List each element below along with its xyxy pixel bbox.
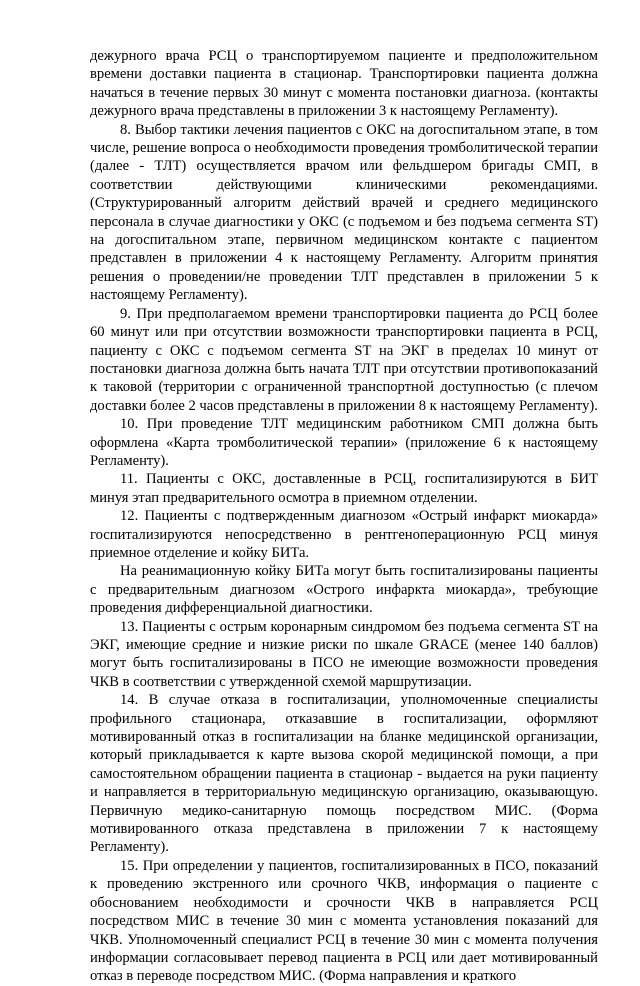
paragraph-12: 12. Пациенты с подтвержденным диагнозом «Острый инфаркт миокарда» госпитализируются непосредственно в рентгеноперационную РСЦ минуя приемное отделение и койку БИТа.: [90, 508, 598, 561]
paragraph-9: 9. При предполагаемом времени транспортировки пациента до РСЦ более 60 минут или при отсутствии возможности транспортировки пациента в РСЦ, пациенту с ОКС с подъемом сегмента ST на ЭКГ в пределах 10 минут от постановки диагноза должна быть начата ТЛТ при отсутствии противопоказаний к таковой (территории с ограниченной транспортной доступностью (с плечом доставки более 2 часов представлены в приложении 8 к настоящему Регламенту).: [90, 305, 598, 414]
paragraph-10: 10. При проведение ТЛТ медицинским работником СМП должна быть оформлена «Карта тромболитической терапии» (приложение 6 к настоящему Регламенту).: [90, 416, 598, 469]
paragraph-8: 8. Выбор тактики лечения пациентов с ОКС на догоспитальном этапе, в том числе, решение вопроса о необходимости проведения тромболитической терапии (далее - ТЛТ) осуществляется врачом или фельдшером бригады СМП, в соответствии действующими клиническими рекомендациями. (Структурированный алгоритм действий врачей и среднего медицинского персонала в случае диагностики у ОКС (с подъемом и без подъема сегмента ST) на догоспитальном этапе, первичном медицинском контакте с пациентом представлен в приложении 4 к настоящему Регламенту. Алгоритм принятия решения о проведении/не проведении ТЛТ представлен в приложении 5 к настоящему Регламенту).: [90, 121, 598, 304]
paragraph-13: 13. Пациенты с острым коронарным синдромом без подъема сегмента ST на ЭКГ, имеющие средние и низкие риски по шкале GRACE (менее 140 баллов) могут быть госпитализированы в ПСО не имеющие возможности проведения ЧКВ в соответствии с утвержденной схемой маршрутизации.: [90, 618, 598, 690]
paragraph-14: 14. В случае отказа в госпитализации, уполномоченные специалисты профильного стационара, отказавшие в госпитализации, оформляют мотивированный отказ в госпитализации на бланке медицинской организации, который прикладывается к карте вызова скорой медицинской помощи, а при самостоятельном обращении пациента в стационар - выдается на руки пациенту и направляется в территориальную медицинскую организацию, оказывающую. Первичную медико-санитарную помощь посредством МИС. (Форма мотивированного отказа представлена в приложении 7 к настоящему Регламенту).: [90, 692, 598, 856]
paragraph-11: 11. Пациенты с ОКС, доставленные в РСЦ, госпитализируются в БИТ минуя этап предварительного осмотра в приемном отделении.: [90, 471, 598, 506]
paragraph-continuation: дежурного врача РСЦ о транспортируемом пациенте и предположительном времени доставки пациента в стационар. Транспортировки пациента должна начаться в течение первых 30 минут с момента постановки диагноза. (контакты дежурного врача представлены в приложении 3 к настоящему Регламенту).: [90, 48, 598, 120]
paragraph-12-note: На реанимационную койку БИТа могут быть госпитализированы пациенты с предварительным диагнозом «Острого инфаркта миокарда», требующие проведения дифференциальной диагностики.: [90, 563, 598, 617]
document-body: [90, 47, 598, 986]
paragraph-15: 15. При определении у пациентов, госпитализированных в ПСО, показаний к проведению экстренного или срочного ЧКВ, информация о пациенте с обоснованием необходимости и срочности ЧКВ в направляется РСЦ посредством МИС в течение 30 мин с момента установления показаний для ЧКВ. Уполномоченный специалист РСЦ в течение 30 мин с момента получения информации согласовывает перевод пациента в РСЦ или дает мотивированный отказ в переводе посредством МИС. (Форма направления и краткого: [90, 857, 598, 985]
